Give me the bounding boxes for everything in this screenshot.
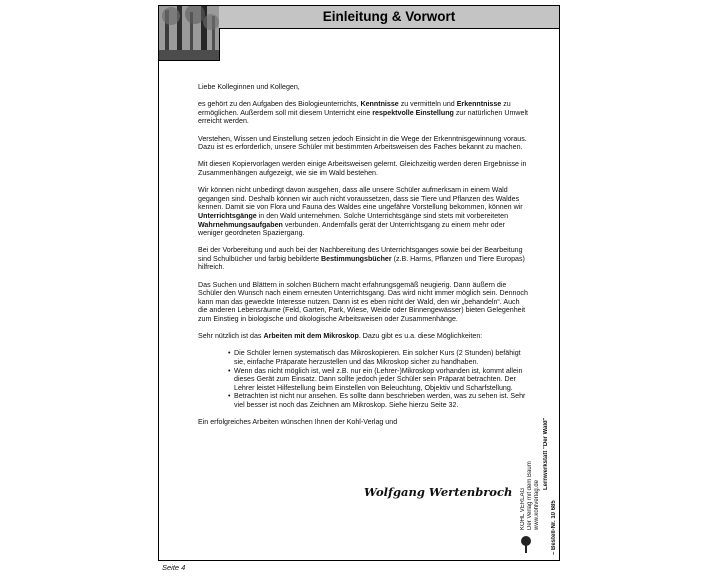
paragraph-4: Wir können nicht unbedingt davon ausgehen, dass alle unsere Schüler aufmerksam in einem Wald gegangen sind. Deshalb können wir auch nicht voraussetzen, dass sie Tiere und Pflanzen des Waldes kennen. Damit sie von Flora und Fauna des Waldes eine ungefähre Vorstellung bekommen, können wir Unterrichtsgänge in den Wald unternehmen. Solche Unterrichtsgänge sind stets mit vorbereiteten Wahrnehmungsaufgaben verbunden. Andernfalls gerät der Unterrichtsgang zu einem mehr oder weniger geordneten Spaziergang. <box>198 186 523 238</box>
header-bar <box>219 6 559 29</box>
paragraph-5: Bei der Vorbereitung und auch bei der Nachbereitung des Unterrichtsganges sowie bei der Bearbeitung sind Schulbücher und farbig bebilderte Bestimmungsbücher (z.B. Harms, Pflanzen und Tiere Europas) hilfreich. <box>198 246 525 272</box>
paragraph-2: Verstehen, Wissen und Einstellung setzen jedoch Einsicht in die Wege der Erkenntnisgewinnung voraus. Dazu ist es erforderlich, unsere Schüler mit bestimmten Arbeitsweisen des Faches bekannt zu machen. <box>198 134 527 152</box>
forest-photo <box>159 6 220 61</box>
side-strip <box>518 417 558 560</box>
page-number: Seite 4 <box>162 563 186 572</box>
publisher-info <box>520 420 526 530</box>
publisher-name: KOHL VERLAG <box>520 487 526 530</box>
paragraph-3: Mit diesen Kopiervorlagen werden einige Arbeitsweisen gelernt. Gleichzeitig werden deren Ergebnisse in Zusammenhängen aufgezeigt, wie sie im Wald bestehen. <box>198 160 527 177</box>
page-title: Einleitung & Vorwort <box>322 9 456 24</box>
microscope-list <box>198 349 528 409</box>
paragraph-7: Sehr nützlich ist das Arbeiten mit dem Mikroskop. Dazu gibt es u.a. diese Möglichkeiten: <box>198 332 483 341</box>
letter-body <box>198 83 528 435</box>
publisher-claim: Der Verlag mit dem Baum <box>527 461 533 530</box>
order-number: – Bestell-Nr. 10 685 <box>551 500 557 555</box>
series-title: Lernwerkstatt "Der Wald" <box>543 417 549 490</box>
signature: Wolfgang Wertenbroch <box>364 485 513 499</box>
list-item: • Betrachten ist nicht nur ansehen. Es sollte dann beschrieben werden, was zu sehen ist. Sehr viel besser ist noch das Zeichnen am Mikroskop. Siehe hierzu Seite 32. <box>228 392 528 409</box>
list-item: • Wenn das nicht möglich ist, weil z.B. nur ein (Lehrer-)Mikroskop vorhanden ist, kommt allein dieses Gerät zum Einsatz. Dann sollte jedoch jeder Schüler sein Präparat betrachten. Der Lehrer leistet Hilfestellung beim Einstellen von Beleuchtung, Objektiv und Scharfstellung. <box>228 367 528 393</box>
paragraph-6: Das Suchen und Blättern in solchen Büchern macht erfahrungsgemäß neugierig. Dann äußern die Schüler den Wunsch nach einem erneuten Unterrichtsgang. Das wird nicht immer möglich sein. Dennoch kann man das geweckte Interesse nutzen. Dann ist es eben nicht der Wald, den wir „behandeln“. Auch die anderen Lebensräume (Feld, Garten, Park, Wiese, Weide oder Binnengewässer) bieten Gelegenheit zum Einstieg in biologische und ökologische Arbeitsweisen oder Zusammenhänge. <box>198 280 528 324</box>
closing: Ein erfolgreiches Arbeiten wünschen Ihnen der Kohl-Verlag und <box>198 418 398 427</box>
publisher-url: www.kohlverlag.de <box>534 479 540 530</box>
tree-logo-icon <box>520 536 532 559</box>
greeting: Liebe Kolleginnen und Kollegen, <box>198 83 300 91</box>
list-item: • Die Schüler lernen systematisch das Mikroskopieren. Ein solcher Kurs (2 Stunden) befähigt sie, einfache Präparate herzustellen und das Mikroskop sicher zu handhaben. <box>228 349 528 366</box>
paragraph-1: es gehört zu den Aufgaben des Biologieunterrichts, Kenntnisse zu vermitteln und Erkenntnisse zu ermöglichen. Außerdem soll mit diesem Unterricht eine respektvolle Einstellung zur natürlichen Umwelt erreicht werden. <box>198 100 528 126</box>
